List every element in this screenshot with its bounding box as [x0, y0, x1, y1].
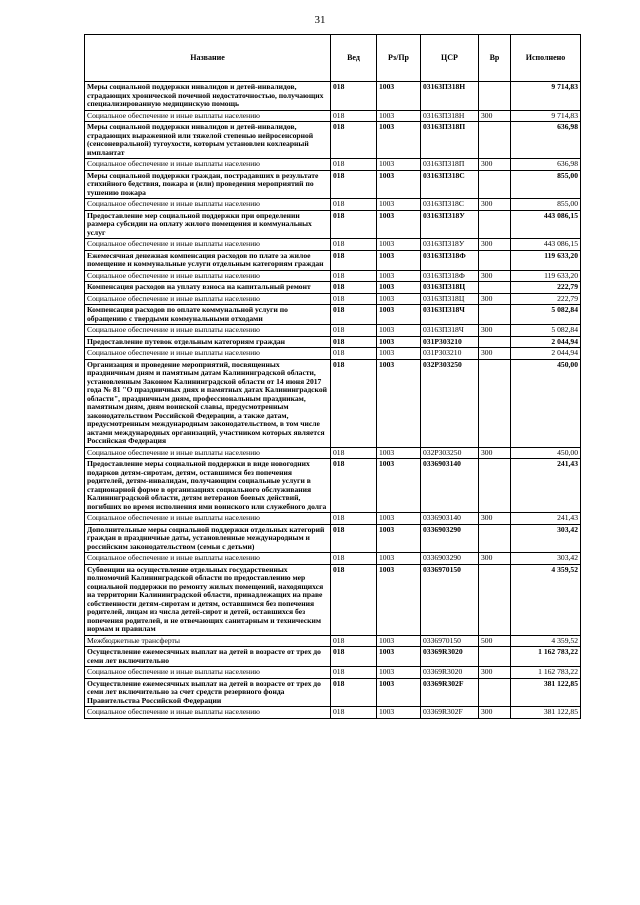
cell-ved: 018 [331, 707, 377, 719]
cell-ved: 018 [331, 239, 377, 251]
cell-amount: 303,42 [511, 524, 581, 553]
cell-csr: 031Р303210 [421, 336, 479, 348]
cell-amount: 1 162 783,22 [511, 667, 581, 679]
cell-amount: 5 082,84 [511, 325, 581, 337]
cell-csr: 03163П318С [421, 199, 479, 211]
cell-ved: 018 [331, 447, 377, 459]
table-row [85, 524, 581, 553]
cell-amount: 450,00 [511, 447, 581, 459]
cell-amount: 241,43 [511, 513, 581, 525]
cell-csr: 03163П318Н [421, 82, 479, 111]
table-row [85, 564, 581, 635]
cell-rzpr: 1003 [377, 110, 421, 122]
column-header-vr: Вр [479, 35, 511, 82]
cell-amount: 303,42 [511, 553, 581, 565]
cell-name: Меры социальной поддержки граждан, пострадавших в результате стихийного бедствия, пожара и (или) проведения мероприятий по тушению пожара [85, 170, 331, 199]
cell-name: Предоставление мер социальной поддержки при определении размера субсидии на оплату жилого помещения и коммунальных услуг [85, 210, 331, 239]
cell-rzpr: 1003 [377, 293, 421, 305]
cell-amount: 855,00 [511, 199, 581, 211]
cell-amount: 636,98 [511, 122, 581, 159]
cell-ved: 018 [331, 359, 377, 447]
cell-csr: 03163П318Ц [421, 282, 479, 294]
cell-name: Межбюджетные трансферты [85, 635, 331, 647]
cell-amount: 855,00 [511, 170, 581, 199]
cell-amount: 119 633,20 [511, 250, 581, 270]
table-row [85, 647, 581, 667]
cell-csr: 0336903140 [421, 459, 479, 513]
cell-vr: 300 [479, 270, 511, 282]
cell-name: Социальное обеспечение и иные выплаты населению [85, 239, 331, 251]
table-row [85, 199, 581, 211]
cell-vr: 300 [479, 553, 511, 565]
cell-ved: 018 [331, 199, 377, 211]
table-row [85, 359, 581, 447]
cell-csr: 032Р303250 [421, 359, 479, 447]
cell-name: Организация и проведение мероприятий, посвященных праздничным дням и памятным датам Калининградской области, установленным Законом Калининградской области от 14 июня 2017 года № 81 "О праздничных днях и памятных датах Калининградской области", праздничным дням, профессиональным праздникам, памятным дням, дням воинской славы, предусмотренным законодательством Российской Федерации, а также датам, предусмотренным международным законодательством, в том числе актами международных организаций, участником которых является Российская Федерация [85, 359, 331, 447]
cell-vr [479, 122, 511, 159]
cell-rzpr: 1003 [377, 270, 421, 282]
cell-csr: 0336970150 [421, 564, 479, 635]
cell-amount: 4 359,52 [511, 635, 581, 647]
cell-ved: 018 [331, 336, 377, 348]
cell-amount: 381 122,85 [511, 678, 581, 707]
table-body [85, 82, 581, 719]
cell-rzpr: 1003 [377, 305, 421, 325]
cell-name: Меры социальной поддержки инвалидов и детей-инвалидов, страдающих выраженной или тяжелой степенью нейросенсорной (сенсоневральной) тугоухости, которым установлен кохлеарный имплантат [85, 122, 331, 159]
cell-rzpr: 1003 [377, 635, 421, 647]
table-row [85, 293, 581, 305]
page-number: 31 [314, 14, 326, 26]
cell-name: Осуществление ежемесячных выплат на детей в возрасте от трех до семи лет включительно [85, 647, 331, 667]
cell-name: Социальное обеспечение и иные выплаты населению [85, 348, 331, 360]
cell-rzpr: 1003 [377, 678, 421, 707]
cell-ved: 018 [331, 250, 377, 270]
cell-csr: 032Р303250 [421, 447, 479, 459]
cell-rzpr: 1003 [377, 82, 421, 111]
table-row [85, 447, 581, 459]
cell-vr [479, 282, 511, 294]
cell-vr: 300 [479, 707, 511, 719]
cell-csr: 03163П318Н [421, 110, 479, 122]
cell-amount: 222,79 [511, 282, 581, 294]
cell-name: Ежемесячная денежная компенсация расходов по плате за жилое помещение и коммунальные услуги отдельным категориям граждан [85, 250, 331, 270]
cell-name: Субвенции на осуществление отдельных государственных полномочий Калининградской области по предоставлению мер социальной поддержки по ремонту жилых помещений, находящихся на территории Калининградской области, принадлежащих на праве собственности детям-сиротам и детям, оставшимся без попечения родителей, лицам из числа детей-сирот и детей, оставшихся без попечения родителей, и не отвечающих санитарным и техническим нормам и правилам [85, 564, 331, 635]
cell-ved: 018 [331, 110, 377, 122]
cell-vr [479, 305, 511, 325]
cell-csr: 03163П318Ф [421, 250, 479, 270]
cell-csr: 03369R302F [421, 678, 479, 707]
cell-name: Социальное обеспечение и иные выплаты населению [85, 667, 331, 679]
cell-name: Предоставление путевок отдельным категориям граждан [85, 336, 331, 348]
cell-vr [479, 250, 511, 270]
cell-csr: 03163П318П [421, 122, 479, 159]
cell-amount: 2 044,94 [511, 348, 581, 360]
budget-table [84, 34, 581, 719]
cell-ved: 018 [331, 348, 377, 360]
cell-name: Социальное обеспечение и иные выплаты населению [85, 513, 331, 525]
cell-rzpr: 1003 [377, 459, 421, 513]
cell-name: Социальное обеспечение и иные выплаты населению [85, 707, 331, 719]
cell-ved: 018 [331, 564, 377, 635]
cell-rzpr: 1003 [377, 250, 421, 270]
cell-vr [479, 82, 511, 111]
cell-ved: 018 [331, 553, 377, 565]
table-row [85, 459, 581, 513]
cell-vr [479, 647, 511, 667]
cell-vr: 300 [479, 239, 511, 251]
cell-rzpr: 1003 [377, 159, 421, 171]
cell-csr: 03163П318Ч [421, 325, 479, 337]
table-header-row [85, 35, 581, 82]
cell-vr: 500 [479, 635, 511, 647]
cell-vr: 300 [479, 159, 511, 171]
cell-name: Социальное обеспечение и иные выплаты населению [85, 159, 331, 171]
cell-csr: 03163П318Ц [421, 293, 479, 305]
table-row [85, 110, 581, 122]
cell-csr: 0336970150 [421, 635, 479, 647]
cell-name: Меры социальной поддержки инвалидов и детей-инвалидов, страдающих хронической почечной недостаточностью, получающих специализированную медицинскую помощь [85, 82, 331, 111]
table-row [85, 336, 581, 348]
cell-csr: 03369R3020 [421, 647, 479, 667]
cell-ved: 018 [331, 524, 377, 553]
cell-ved: 018 [331, 647, 377, 667]
cell-amount: 443 086,15 [511, 239, 581, 251]
cell-csr: 03163П318С [421, 170, 479, 199]
cell-rzpr: 1003 [377, 239, 421, 251]
cell-csr: 03163П318У [421, 239, 479, 251]
cell-ved: 018 [331, 270, 377, 282]
cell-name: Социальное обеспечение и иные выплаты населению [85, 270, 331, 282]
column-header-csr: ЦСР [421, 35, 479, 82]
column-header-amount: Исполнено [511, 35, 581, 82]
cell-rzpr: 1003 [377, 564, 421, 635]
cell-rzpr: 1003 [377, 210, 421, 239]
cell-rzpr: 1003 [377, 122, 421, 159]
cell-ved: 018 [331, 293, 377, 305]
cell-amount: 1 162 783,22 [511, 647, 581, 667]
cell-name: Компенсация расходов на уплату взноса на капитальный ремонт [85, 282, 331, 294]
cell-amount: 5 082,84 [511, 305, 581, 325]
table-row [85, 122, 581, 159]
table-row [85, 553, 581, 565]
cell-amount: 443 086,15 [511, 210, 581, 239]
cell-name: Социальное обеспечение и иные выплаты населению [85, 553, 331, 565]
cell-rzpr: 1003 [377, 513, 421, 525]
column-header-rzpr: Рз/Пр [377, 35, 421, 82]
cell-ved: 018 [331, 170, 377, 199]
cell-csr: 03163П318П [421, 159, 479, 171]
table-row [85, 667, 581, 679]
cell-csr: 03369R302F [421, 707, 479, 719]
cell-csr: 03163П318Ч [421, 305, 479, 325]
cell-csr: 03369R3020 [421, 667, 479, 679]
cell-amount: 4 359,52 [511, 564, 581, 635]
cell-ved: 018 [331, 513, 377, 525]
cell-amount: 9 714,83 [511, 82, 581, 111]
cell-ved: 018 [331, 122, 377, 159]
cell-csr: 0336903140 [421, 513, 479, 525]
cell-vr: 300 [479, 667, 511, 679]
cell-ved: 018 [331, 678, 377, 707]
table-row [85, 707, 581, 719]
cell-amount: 222,79 [511, 293, 581, 305]
cell-rzpr: 1003 [377, 447, 421, 459]
cell-name: Дополнительные меры социальной поддержки отдельных категорий граждан в праздничные даты, установленные международным и российским законодательством (семьи с детьми) [85, 524, 331, 553]
cell-vr [479, 210, 511, 239]
cell-vr: 300 [479, 325, 511, 337]
cell-ved: 018 [331, 635, 377, 647]
cell-amount: 241,43 [511, 459, 581, 513]
cell-ved: 018 [331, 305, 377, 325]
cell-rzpr: 1003 [377, 359, 421, 447]
table-row [85, 348, 581, 360]
cell-name: Компенсация расходов по оплате коммунальной услуги по обращению с твердыми коммунальными отходами [85, 305, 331, 325]
cell-ved: 018 [331, 325, 377, 337]
table-row [85, 210, 581, 239]
cell-vr: 300 [479, 110, 511, 122]
table-row [85, 635, 581, 647]
cell-vr [479, 359, 511, 447]
cell-csr: 0336903290 [421, 553, 479, 565]
cell-amount: 2 044,94 [511, 336, 581, 348]
cell-ved: 018 [331, 282, 377, 294]
cell-ved: 018 [331, 459, 377, 513]
table-row [85, 159, 581, 171]
cell-name: Социальное обеспечение и иные выплаты населению [85, 447, 331, 459]
cell-rzpr: 1003 [377, 647, 421, 667]
cell-vr [479, 524, 511, 553]
cell-rzpr: 1003 [377, 336, 421, 348]
cell-vr [479, 564, 511, 635]
cell-ved: 018 [331, 159, 377, 171]
cell-amount: 381 122,85 [511, 707, 581, 719]
cell-vr: 300 [479, 348, 511, 360]
cell-amount: 9 714,83 [511, 110, 581, 122]
cell-rzpr: 1003 [377, 553, 421, 565]
cell-vr: 300 [479, 199, 511, 211]
cell-vr [479, 678, 511, 707]
table-row [85, 282, 581, 294]
cell-rzpr: 1003 [377, 282, 421, 294]
cell-ved: 018 [331, 667, 377, 679]
cell-name: Предоставление меры социальной поддержки в виде новогодних подарков детям-сиротам, детям, оставшимся без попечения родителей, детям-инвалидам, получающим социальные услуги в стационарной форме в организациях социального обслуживания Калининградской области, детям ветеранов боевых действий, погибших во время исполнения ими воинского или служебного долга [85, 459, 331, 513]
table-row [85, 513, 581, 525]
cell-name: Осуществление ежемесячных выплат на детей в возрасте от трех до семи лет включительно за счет средств резервного фонда Правительства Российской Федерации [85, 678, 331, 707]
cell-rzpr: 1003 [377, 199, 421, 211]
cell-csr: 03163П318У [421, 210, 479, 239]
cell-name: Социальное обеспечение и иные выплаты населению [85, 110, 331, 122]
table-row [85, 82, 581, 111]
cell-vr [479, 170, 511, 199]
cell-csr: 03163П318Ф [421, 270, 479, 282]
cell-vr: 300 [479, 513, 511, 525]
column-header-name: Название [85, 35, 331, 82]
cell-rzpr: 1003 [377, 524, 421, 553]
cell-rzpr: 1003 [377, 667, 421, 679]
table-row [85, 239, 581, 251]
cell-csr: 0336903290 [421, 524, 479, 553]
cell-amount: 119 633,20 [511, 270, 581, 282]
table-row [85, 170, 581, 199]
cell-amount: 450,00 [511, 359, 581, 447]
cell-rzpr: 1003 [377, 325, 421, 337]
cell-amount: 636,98 [511, 159, 581, 171]
cell-rzpr: 1003 [377, 348, 421, 360]
cell-vr [479, 336, 511, 348]
cell-rzpr: 1003 [377, 707, 421, 719]
cell-vr [479, 459, 511, 513]
table-row [85, 250, 581, 270]
table-row [85, 270, 581, 282]
cell-name: Социальное обеспечение и иные выплаты населению [85, 293, 331, 305]
table-row [85, 678, 581, 707]
cell-name: Социальное обеспечение и иные выплаты населению [85, 199, 331, 211]
column-header-ved: Вед [331, 35, 377, 82]
cell-rzpr: 1003 [377, 170, 421, 199]
cell-vr: 300 [479, 447, 511, 459]
cell-vr: 300 [479, 293, 511, 305]
cell-name: Социальное обеспечение и иные выплаты населению [85, 325, 331, 337]
cell-ved: 018 [331, 82, 377, 111]
table-row [85, 325, 581, 337]
cell-csr: 031Р303210 [421, 348, 479, 360]
cell-ved: 018 [331, 210, 377, 239]
table-row [85, 305, 581, 325]
